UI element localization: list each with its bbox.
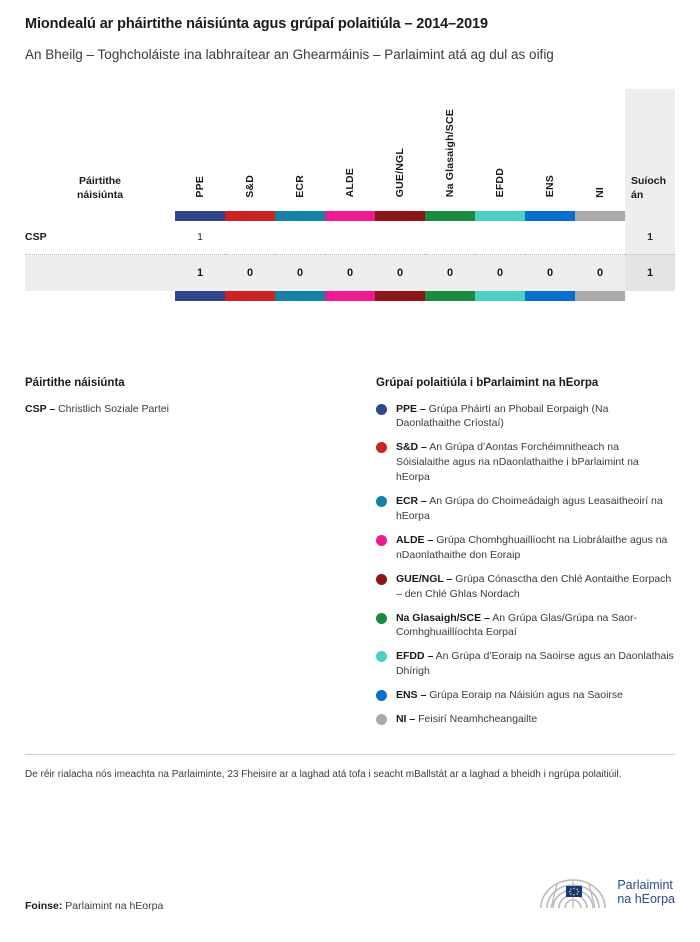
column-header-efdd: EFDD bbox=[475, 89, 525, 211]
color-swatch-bottom-efdd bbox=[475, 291, 525, 301]
cell-csp-ecr bbox=[275, 221, 325, 255]
legend-name-ecr: An Grúpa do Choimeádaigh agus Leasaitheoirí na hEorpa bbox=[395, 495, 663, 522]
color-swatch-alde bbox=[325, 211, 375, 221]
legend-national-abbr-csp: CSP – bbox=[25, 402, 56, 415]
color-bar-bottom-spacer bbox=[25, 291, 175, 301]
legend-dot-gue-ngl-icon bbox=[376, 574, 387, 585]
source-text bbox=[25, 900, 163, 912]
legend-dot-ppe-icon bbox=[376, 404, 387, 415]
totals-row-label bbox=[25, 255, 175, 291]
total-ens: 0 bbox=[525, 255, 575, 291]
color-swatch-bottom-ecr bbox=[275, 291, 325, 301]
legend-item-ecr bbox=[376, 494, 675, 524]
color-swatch-gue-ngl bbox=[375, 211, 425, 221]
corner-line-1: Páirtithe bbox=[78, 175, 121, 188]
color-bar-bottom-total-spacer bbox=[625, 291, 675, 301]
legend-groups-title: Grúpaí polaitiúla i bParlaimint na hEorpa bbox=[375, 376, 599, 389]
corner-line-2: náisiúnta bbox=[76, 189, 124, 202]
legend-name-na-glasaigh-sce: An Grúpa Glas/Grúpa na Saor-Comhghuaillíochta Eorpaí bbox=[395, 611, 637, 639]
legend-dot-sd-icon bbox=[376, 442, 387, 453]
legend-text-alde bbox=[396, 533, 675, 563]
legend-name-efdd: An Grúpa d’Eoraip na Saoirse agus an Daonlathais Dhírigh bbox=[395, 650, 674, 678]
legend-item-gue-ngl bbox=[376, 572, 675, 602]
total-header-line-2: án bbox=[631, 189, 644, 202]
legend-text-ens bbox=[396, 688, 623, 703]
legend-text-efdd bbox=[396, 649, 675, 679]
legend-dot-ecr-icon bbox=[376, 496, 387, 507]
footnote: De réir rialacha nós imeachta na Parlaiminte, 23 Fheisire ar a laghad atá tofa i seacht mBallstát ar a laghad a bheidh i ngrúpa polaitiúil. bbox=[25, 768, 622, 780]
cell-csp-ppe: 1 bbox=[175, 221, 225, 255]
column-header-gue-ngl: GUE/NGL bbox=[375, 89, 425, 211]
column-header-alde: ALDE bbox=[325, 89, 375, 211]
seats-matrix bbox=[25, 89, 675, 301]
matrix-body bbox=[25, 221, 675, 301]
total-efdd: 0 bbox=[475, 255, 525, 291]
matrix-head bbox=[25, 89, 675, 221]
source-label: Foinse: bbox=[25, 900, 63, 912]
total-na-glasaigh-sce: 0 bbox=[425, 255, 475, 291]
legend-name-alde: Grúpa Chomhghuaillíocht na Liobrálaithe agus na nDaonlathaithe don Eoraip bbox=[395, 533, 668, 561]
color-swatch-bottom-alde bbox=[325, 291, 375, 301]
cell-csp-sd bbox=[225, 221, 275, 255]
legend-abbr-efdd: EFDD – bbox=[395, 650, 434, 663]
cell-csp-alde bbox=[325, 221, 375, 255]
total-ppe: 1 bbox=[175, 255, 225, 291]
color-swatch-bottom-na-glasaigh-sce bbox=[425, 291, 475, 301]
cell-csp-total: 1 bbox=[625, 221, 675, 255]
ep-hemicycle-icon bbox=[537, 872, 609, 912]
legend-name-gue-ngl: Grúpa Cónasctha den Chlé Aontaithe Eorpach – den Chlé Ghlas Nordach bbox=[395, 572, 672, 600]
legend-national-parties bbox=[25, 377, 354, 736]
legend-national-title: Páirtithe náisiúnta bbox=[25, 376, 125, 389]
legend-text-ecr bbox=[396, 494, 675, 524]
legend-name-ens: Grúpa Eoraip na Náisiún agus na Saoirse bbox=[429, 689, 624, 702]
row-party-name: CSP bbox=[25, 221, 175, 255]
group-color-bar-bottom bbox=[25, 291, 675, 301]
total-ni: 0 bbox=[575, 255, 625, 291]
legend-dot-na-glasaigh-sce-icon bbox=[376, 613, 387, 624]
ep-logo-line-1: Parlaimint bbox=[617, 877, 673, 892]
column-header-ecr: ECR bbox=[275, 89, 325, 211]
legend-abbr-sd: S&D – bbox=[395, 441, 427, 454]
table-row bbox=[25, 221, 675, 255]
color-swatch-sd bbox=[225, 211, 275, 221]
color-swatch-ecr bbox=[275, 211, 325, 221]
legend-abbr-ppe: PPE – bbox=[395, 402, 426, 415]
legend-text-sd bbox=[396, 440, 675, 485]
matrix-header-row bbox=[25, 89, 675, 211]
legends bbox=[25, 377, 675, 736]
column-header-sd: S&D bbox=[225, 89, 275, 211]
legend-dot-efdd-icon bbox=[376, 651, 387, 662]
total-header-line-1: Suíoch bbox=[631, 175, 667, 188]
page-title: Miondealú ar pháirtithe náisiúnta agus grúpaí polaitiúla – 2014–2019 bbox=[25, 16, 488, 32]
legend-name-ppe: Grúpa Pháirtí an Phobail Eorpaigh (Na Daonlathaithe Críostaí) bbox=[395, 402, 609, 430]
matrix-corner-label bbox=[25, 89, 175, 211]
legend-item-ppe bbox=[376, 402, 675, 432]
cell-csp-na-glasaigh-sce bbox=[425, 221, 475, 255]
legend-item-efdd bbox=[376, 649, 675, 679]
legend-dot-alde-icon bbox=[376, 535, 387, 546]
legend-item-sd bbox=[376, 440, 675, 485]
legend-abbr-alde: ALDE – bbox=[395, 533, 434, 546]
color-bar-spacer bbox=[25, 211, 175, 221]
color-swatch-efdd bbox=[475, 211, 525, 221]
color-bar-total-spacer bbox=[625, 211, 675, 221]
legend-dot-ni-icon bbox=[376, 714, 387, 725]
cell-csp-efdd bbox=[475, 221, 525, 255]
ep-logo-text bbox=[617, 878, 675, 907]
legend-text-gue-ngl bbox=[396, 572, 675, 602]
color-swatch-bottom-ens bbox=[525, 291, 575, 301]
color-swatch-bottom-gue-ngl bbox=[375, 291, 425, 301]
legend-political-groups bbox=[376, 377, 675, 736]
color-swatch-ens bbox=[525, 211, 575, 221]
legend-national-item-csp bbox=[25, 402, 354, 418]
legend-name-ni: Feisirí Neamhcheangailte bbox=[418, 713, 538, 726]
color-swatch-bottom-ni bbox=[575, 291, 625, 301]
legend-item-na-glasaigh-sce bbox=[376, 611, 675, 641]
column-header-ens: ENS bbox=[525, 89, 575, 211]
legend-abbr-ens: ENS – bbox=[395, 689, 427, 702]
total-gue-ngl: 0 bbox=[375, 255, 425, 291]
source-value: Parlaimint na hEorpa bbox=[65, 900, 164, 912]
cell-csp-ens bbox=[525, 221, 575, 255]
ep-logo-line-2: na hEorpa bbox=[617, 892, 675, 906]
totals-row bbox=[25, 255, 675, 291]
column-header-na-glasaigh-sce: Na Glasaigh/SCE bbox=[425, 89, 475, 211]
page-subtitle: An Bheilg – Toghcholáiste ina labhraítear an Ghearmáinis – Parlaimint atá ag dul as oifig bbox=[25, 47, 554, 62]
color-swatch-ni bbox=[575, 211, 625, 221]
group-color-bar-top bbox=[25, 211, 675, 221]
column-header-ppe: PPE bbox=[175, 89, 225, 211]
legend-text-ppe bbox=[396, 402, 675, 432]
cell-csp-ni bbox=[575, 221, 625, 255]
legend-abbr-na-glasaigh-sce: Na Glasaigh/SCE – bbox=[395, 611, 490, 624]
total-alde: 0 bbox=[325, 255, 375, 291]
legend-national-name-csp: Christlich Soziale Partei bbox=[58, 402, 169, 415]
legend-abbr-gue-ngl: GUE/NGL – bbox=[395, 572, 453, 585]
ep-logo bbox=[537, 872, 675, 912]
color-swatch-bottom-sd bbox=[225, 291, 275, 301]
legend-item-ens bbox=[376, 688, 675, 703]
color-swatch-bottom-ppe bbox=[175, 291, 225, 301]
matrix-table bbox=[25, 89, 675, 301]
legend-text-ni bbox=[396, 712, 537, 727]
legend-item-alde bbox=[376, 533, 675, 563]
total-grand: 1 bbox=[625, 255, 675, 291]
legend-abbr-ecr: ECR – bbox=[395, 495, 427, 508]
legend-abbr-ni: NI – bbox=[395, 713, 416, 726]
total-sd: 0 bbox=[225, 255, 275, 291]
column-header-ni: NI bbox=[575, 89, 625, 211]
cell-csp-gue-ngl bbox=[375, 221, 425, 255]
source-row bbox=[25, 872, 675, 912]
legend-text-na-glasaigh-sce bbox=[396, 611, 675, 641]
legend-name-sd: An Grúpa d’Aontas Forchéimnitheach na Sóisialaithe agus na nDaonlathaithe i bParlaimint na hEorpa bbox=[395, 441, 639, 484]
total-ecr: 0 bbox=[275, 255, 325, 291]
column-header-total bbox=[625, 89, 675, 211]
color-swatch-ppe bbox=[175, 211, 225, 221]
legend-item-ni bbox=[376, 712, 675, 727]
color-swatch-na-glasaigh-sce bbox=[425, 211, 475, 221]
legend-dot-ens-icon bbox=[376, 690, 387, 701]
